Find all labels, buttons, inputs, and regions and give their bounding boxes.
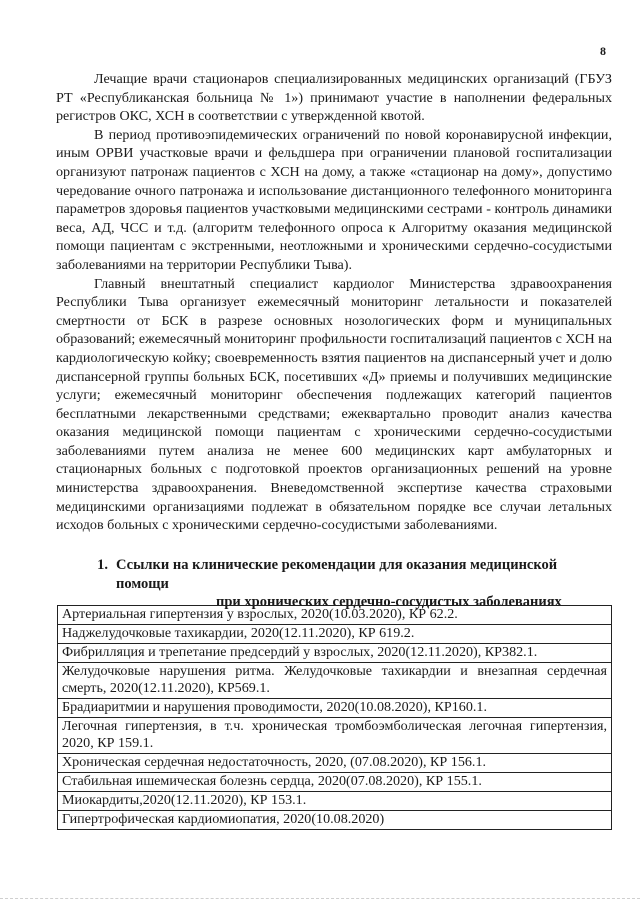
- table-row: [58, 718, 612, 754]
- scan-bottom-edge: [0, 898, 640, 899]
- table-row: [58, 754, 612, 773]
- paragraph-chief-cardiologist: Главный внештатный специалист кардиолог Министерства здравоохранения Республики Тыва организует ежемесячный мониторинг летальности и показателей смертности от БСК в разрезе основных нозологических форм и муниципальных образований; ежемесячный мониторинг профильности госпитализаций пациентов с ХСН на кардиологическую койку; своевременность взятия пациентов на диспансерный учет и долю диспансерной группы больных БСК, посетивших «Д» приемы и получивших медицинские услуги; ежемесячный мониторинг обеспечения подлежащих категорий пациентов бесплатными лекарственными средствами; ежеквартально проводит анализ качества оказания медицинской помощи пациентам с хроническими сердечно-сосудистыми заболеваниями путем анализа не менее 600 медицинских карт амбулаторных и стационарных больных с подготовкой проектов организационных решений на уровне министерства здравоохранения. Вневедомственной экспертизе качества страховыми медицинскими организациями подлежат в обязательном порядке все случаи летальных исходов больных с хроническими сердечно-сосудистыми заболеваниями.: [56, 275, 612, 534]
- table-row: [58, 625, 612, 644]
- table-row: [58, 663, 612, 699]
- table-cell: Хроническая сердечная недостаточность, 2020, (07.08.2020), КР 156.1.: [58, 754, 612, 773]
- section-heading: [56, 556, 612, 612]
- table-cell: Артериальная гипертензия у взрослых, 2020(10.03.2020), КР 62.2.: [58, 606, 612, 625]
- table-cell: Брадиаритмии и нарушения проводимости, 2020(10.08.2020), КР160.1.: [58, 699, 612, 718]
- table-cell: Фибрилляция и трепетание предсердий у взрослых, 2020(12.11.2020), КР382.1.: [58, 644, 612, 663]
- table-row: [58, 811, 612, 830]
- paragraph-home-monitoring: В период противоэпидемических ограничений по новой коронавирусной инфекции, иным ОРВИ участковые врачи и фельдшера при ограничении плановой госпитализации организуют патронаж пациентов с ХСН на дому, а также «стационар на дому», допустимо чередование очного патронажа и использование дистанционного телефонного мониторинга параметров здоровья пациентов участковыми медицинскими сестрами - контроль динамики веса, АД, ЧСС и т.д. (алгоритм телефонного опроса к Алгоритму оказания медицинской помощи пациентам с экстренными, неотложными и хроническими сердечно-сосудистыми заболеваниями на территории Республики Тыва).: [56, 126, 612, 273]
- table-cell: Легочная гипертензия, в т.ч. хроническая тромбоэмболическая легочная гипертензия, 2020, КР 159.1.: [58, 718, 612, 754]
- section-title-line2: при хронических сердечно-сосудистых заболеваниях: [216, 594, 562, 611]
- table-cell: Гипертрофическая кардиомиопатия, 2020(10.08.2020): [58, 811, 612, 830]
- paragraph-registries: Лечащие врачи стационаров специализированных медицинских организаций (ГБУЗ РТ «Республиканская больница № 1») принимают участие в наполнении федеральных регистров ОКС, ХСН в соответствии с утвержденной квотой.: [56, 71, 612, 125]
- table-row: [58, 773, 612, 792]
- section-number: 1.: [97, 557, 108, 573]
- table-row: [58, 699, 612, 718]
- table-cell: Наджелудочковые тахикардии, 2020(12.11.2020), КР 619.2.: [58, 625, 612, 644]
- table-row: [58, 644, 612, 663]
- table-cell: Стабильная ишемическая болезнь сердца, 2020(07.08.2020), КР 155.1.: [58, 773, 612, 792]
- table-cell: Желудочковые нарушения ритма. Желудочковые тахикардии и внезапная сердечная смерть, 2020(12.11.2020), КР569.1.: [58, 663, 612, 699]
- body-text: [56, 70, 612, 535]
- table-cell: Миокардиты,2020(12.11.2020), КР 153.1.: [58, 792, 612, 811]
- page-number: 8: [600, 44, 606, 58]
- section-title-line1: Ссылки на клинические рекомендации для оказания медицинской помощи: [116, 557, 558, 592]
- table-row: [58, 606, 612, 625]
- recommendations-table: [57, 605, 612, 830]
- table-row: [58, 792, 612, 811]
